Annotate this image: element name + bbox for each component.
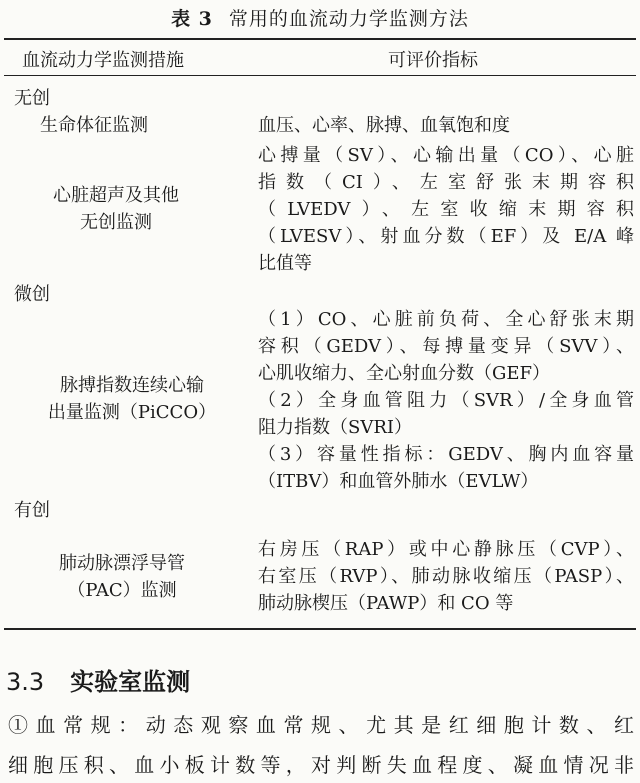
section-heading [6,662,190,697]
indicator-line: 心搏量（SV）、心输出量（CO）、心脏 [258,145,634,166]
top-rule [4,38,636,40]
method-vital-signs [40,112,148,139]
method-line: 心脏超声及其他 [53,185,179,206]
indicators-vital-signs [258,112,634,139]
method-line: 生命体征监测 [40,115,148,136]
category-minimally-invasive: 微创 [14,284,50,305]
indicator-line: 指数（CI）、左室舒张末期容积 [258,172,634,193]
method-echo [34,182,198,236]
indicator-line: （ITBV）和血管外肺水（EVLW） [258,471,539,492]
header-indicator: 可评价指标 [388,50,478,71]
paragraph-line: 细胞压积、血小板计数等，对判断失血程度、凝血情况非 [8,753,634,777]
table-title: 常用的血流动力学监测方法 [228,8,469,30]
table-caption [0,4,640,31]
method-line: 肺动脉漂浮导管 [59,553,185,574]
method-line: 无创监测 [80,212,152,233]
indicators-picco [258,306,634,495]
indicator-line: 阻力指数（SVRI） [258,417,412,438]
method-line: （PAC）监测 [67,580,177,601]
indicator-line: （2）全身血管阻力（SVR）/全身血管 [258,390,634,411]
paragraph-line: ①血常规：动态观察血常规、尤其是红细胞计数、红 [8,713,634,737]
section-number: 3.3 [6,668,45,696]
indicator-line: （3）容量性指标：GEDV、胸内血容量 [258,444,634,465]
method-picco [38,372,226,426]
header-method: 血流动力学监测措施 [22,50,184,71]
indicator-line: （1）CO、心脏前负荷、全心舒张末期 [258,309,634,330]
indicator-line: 右室压（RVP）、肺动脉收缩压（PASP）、 [258,566,634,587]
indicator-line: 肺动脉楔压（PAWP）和 CO 等 [258,593,514,614]
indicator-line: （LVESV）、射血分数（EF）及 E/A 峰 [258,226,634,247]
table-number: 表 3 [171,8,213,30]
indicator-line: 心肌收缩力、全心射血分数（GEF） [258,363,551,384]
method-line: 脉搏指数连续心输 [60,375,204,396]
indicator-line: 血压、心率、脉搏、血氧饱和度 [258,115,510,136]
indicator-line: （LVEDV）、左室收缩末期容积 [258,199,634,220]
indicators-echo [258,142,634,277]
header-rule [4,75,636,76]
category-invasive: 有创 [14,500,50,521]
method-line: 出量监测（PiCCO） [47,402,217,423]
indicator-line: 比值等 [258,253,312,274]
indicator-line: 容积（GEDV）、每搏量变异（SVV）、 [258,336,634,357]
bottom-rule [4,628,636,630]
section-title: 实验室监测 [70,668,191,696]
category-noninvasive: 无创 [14,88,50,109]
indicator-line: 右房压（RAP）或中心静脉压（CVP）、 [258,539,634,560]
method-pac [34,550,210,604]
indicators-pac [258,536,634,617]
